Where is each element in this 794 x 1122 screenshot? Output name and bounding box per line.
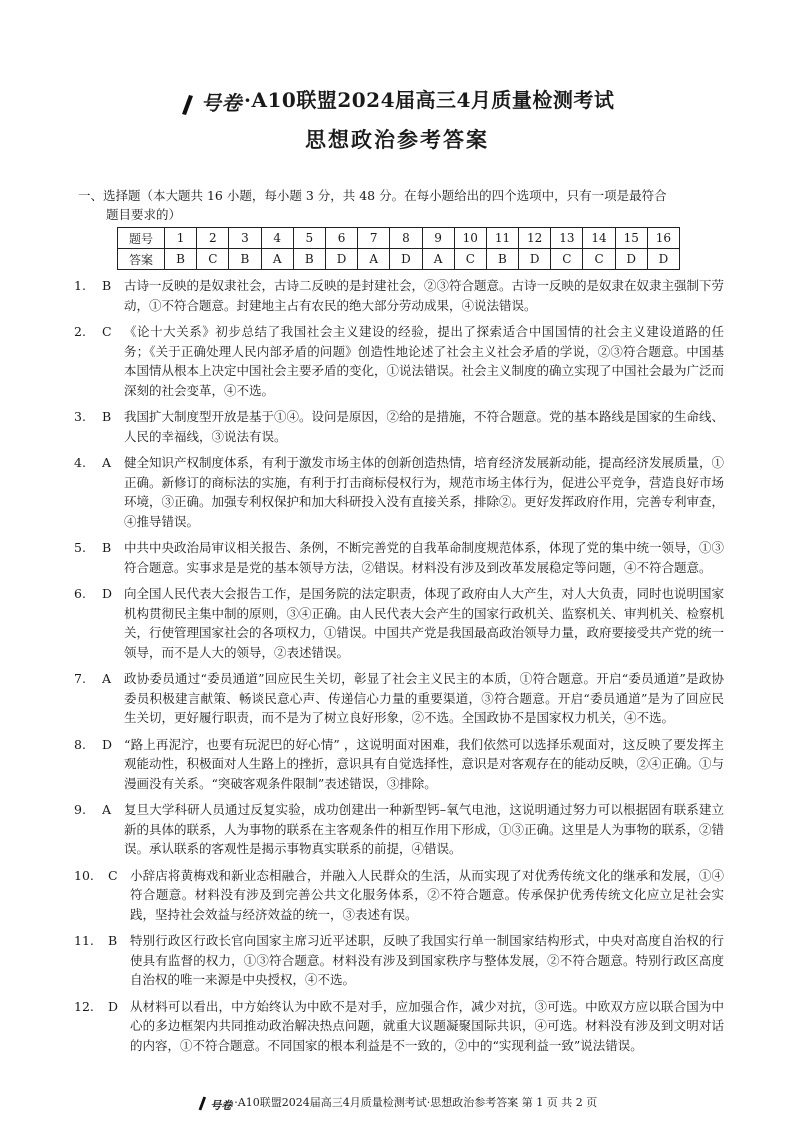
answer-cell: C [583, 249, 615, 270]
explanation-item [74, 669, 724, 728]
question-number-cell: 12 [519, 228, 551, 249]
question-number-cell: 15 [615, 228, 647, 249]
question-number: 5. [74, 540, 86, 555]
explanation-item [74, 453, 724, 531]
question-number-cell: 1 [165, 228, 197, 249]
explanation-text: 从材料可以看出，中方始终认为中欧不是对手，应加强合作，减少对抗，③可选。中欧双方应以联合国为中心的多边框架内共同推动政治解决热点问题，就重大议题凝聚国际共识，④可选。材料没有涉及到文明对话的内容，①不符合题意。不同国家的根本利益是不一致的，②中的“实现利益一致”说法错误。 [130, 998, 724, 1053]
explanation-item [74, 931, 724, 990]
answer-letter: B [102, 278, 112, 293]
answer-cell: B [486, 249, 518, 270]
explanation-text: 小辞店将黄梅戏和新业态相融合，并融入人民群众的生活，从而实现了对优秀传统文化的继承和发展，①④符合题意。材料没有涉及到完善公共文化服务体系，②不符合题意。传承保护优秀传统文化应立足社会实践，坚持社会效益与经济效益的统一，③表述有误。 [130, 867, 724, 922]
row-label-number: 题号 [118, 228, 165, 249]
answer-key-table [117, 227, 680, 270]
explanation-text: 《论十大关系》初步总结了我国社会主义建设的经验，提出了探索适合中国国情的社会主义建设道路的任务；《关于正确处理人民内部矛盾的问题》创造性地论述了社会主义社会矛盾的学说，②③符合题意。中国基本国情从根本上决定中国社会主要矛盾的变化，①说法错误。社会主义制度的确立实现了中国社会最为广泛而深刻的社会变革，④不选。 [124, 324, 725, 398]
answer-cell: D [519, 249, 551, 270]
footer-brand-name: 号卷 [210, 1099, 233, 1112]
page-footer [0, 1094, 794, 1113]
answer-cell: C [454, 249, 486, 270]
answer-cell: B [165, 249, 197, 270]
question-number-cell: 8 [390, 228, 422, 249]
answer-letter: A [102, 455, 112, 470]
explanation-item [74, 584, 724, 662]
question-number: 11. [74, 933, 94, 948]
answer-cell: D [615, 249, 647, 270]
answer-letter: D [108, 998, 119, 1014]
question-number: 2. [74, 324, 86, 339]
section-heading [78, 186, 728, 224]
explanation-text: 古诗一反映的是奴隶社会，古诗二反映的是封建社会，②③符合题意。古诗一反映的是奴隶在奴隶主强制下劳动，①不符合题意。封建地主占有农民的绝大部分劳动成果，④说法错误。 [124, 278, 725, 313]
explanation-text: 中共中央政治局审议相关报告、条例，不断完善党的自我革命制度规范体系，体现了党的集中统一领导，①③符合题意。实事求是是党的基本领导方法，②错误。材料没有涉及到改革发展稳定等问题，④不符合题意。 [124, 540, 725, 575]
answer-letter: B [108, 933, 118, 948]
explanation-item [74, 735, 724, 794]
answer-cell: A [422, 249, 454, 270]
footer-text: ·A10联盟2024届高三4月质量检测考试·思想政治参考答案 第 1 页 共 2 页 [234, 1096, 598, 1109]
answer-cell: D [325, 249, 357, 270]
explanation-item [74, 866, 724, 925]
exam-title: ·A10联盟2024届高三4月质量检测考试 [244, 88, 615, 112]
answer-letter: D [102, 736, 113, 752]
explanation-text: 我国扩大制度型开放是基于①④。设问是原因，②给的是措施，不符合题意。党的基本路线是国家的生命线、人民的幸福线，③说法有误。 [124, 409, 725, 444]
answer-letter: B [102, 409, 112, 424]
brand-logo [180, 87, 242, 116]
question-number-cell: 14 [583, 228, 615, 249]
explanation-text: 向全国人民代表大会报告工作，是国务院的法定职责，体现了政府由人大产生，对人大负责，同时也说明国家机构贯彻民主集中制的原则，③④正确。由人民代表大会产生的国家行政机关、监察机关、审判机关、检察机关，行使管理国家社会的各项权力，①错误。中国共产党是我国最高政治领导力量，政府要接受共产党的统一领导，而不是人大的领导，②表述错误。 [124, 586, 725, 660]
explanation-text: 健全知识产权制度体系，有利于激发市场主体的创新创造热情，培育经济发展新动能，提高经济发展质量，①正确。新修订的商标法的实施，有利于打击商标侵权行为，规范市场主体行为，促进公平竞争，营造良好市场环境，③正确。加强专利权保护和加大科研投入没有直接关系，排除②。更好发挥政府作用，完善专利审查，④推导错误。 [124, 455, 725, 529]
brush-stroke-icon [197, 1096, 207, 1111]
answer-cell: A [261, 249, 293, 270]
question-number: 7. [74, 671, 86, 686]
page-subtitle: 思想政治参考答案 [305, 127, 489, 152]
question-number-cell: 3 [229, 228, 261, 249]
question-number: 6. [74, 586, 86, 601]
section-heading-line1: 一、选择题（本大题共 16 小题，每小题 3 分，共 48 分。在每小题给出的四个选项中，只有一项是最符合 [78, 188, 667, 203]
explanation-item [74, 407, 724, 446]
section-heading-line2: 题目要求的） [106, 207, 182, 222]
question-number: 4. [74, 455, 86, 470]
explanations-list [74, 276, 724, 1062]
answer-letter: D [102, 586, 113, 601]
question-number: 1. [74, 278, 86, 293]
question-number: 12. [74, 998, 94, 1014]
question-number: 10. [74, 867, 94, 883]
question-number-cell: 11 [486, 228, 518, 249]
question-number: 3. [74, 409, 86, 424]
explanation-text: 政协委员通过“委员通道”回应民生关切，彰显了社会主义民主的本质，①符合题意。开启“委员通道”是政协委员积极建言献策、畅谈民意心声、传递信心力量的重要渠道，③符合题意。开启“委员通道”是为了回应民生关切，更好履行职责，而不是为了树立良好形象，②不选。全国政协不是国家权力机关，④不选。 [124, 671, 724, 725]
question-number-cell: 4 [261, 228, 293, 249]
answer-cell: B [293, 249, 325, 270]
explanation-item [74, 800, 724, 859]
explanation-item [74, 322, 724, 400]
question-number-row [118, 228, 680, 249]
brush-stroke-icon [180, 94, 194, 116]
explanation-text: “路上再泥泞，也要有玩泥巴的好心情” ，这说明面对困难，我们依然可以选择乐观面对，这反映了要发挥主观能动性，积极面对人生路上的挫折，意识具有自觉选择性，意识是对客观存在的能动反映，②④正确。①与漫画没有关系。“突破客观条件限制”表述错误，③排除。 [124, 736, 725, 791]
question-number: 8. [74, 736, 86, 752]
answer-letter: C [102, 324, 112, 339]
question-number-cell: 10 [454, 228, 486, 249]
row-label-answer: 答案 [118, 249, 165, 270]
explanation-text: 特别行政区行政长官向国家主席习近平述职，反映了我国实行单一制国家结构形式，中央对高度自治权的行使具有监督的权力，①③符合题意。材料没有涉及到国家秩序与整体发展，②不符合题意。特别行政区高度自治权的唯一来源是中央授权，④不选。 [130, 933, 724, 987]
answer-letter: B [102, 540, 112, 555]
document-title [0, 84, 794, 116]
question-number-cell: 13 [551, 228, 583, 249]
explanation-item [74, 276, 724, 315]
question-number-cell: 16 [647, 228, 679, 249]
answer-cell: D [647, 249, 679, 270]
explanation-item [74, 538, 724, 577]
answer-cell: C [551, 249, 583, 270]
question-number-cell: 2 [197, 228, 229, 249]
explanation-item [74, 997, 724, 1056]
answer-row [118, 249, 680, 270]
answer-letter: A [102, 671, 112, 686]
brand-name: 号卷 [201, 91, 243, 115]
question-number: 9. [74, 802, 86, 817]
question-number-cell: 9 [422, 228, 454, 249]
question-number-cell: 5 [293, 228, 325, 249]
answer-cell: D [390, 249, 422, 270]
question-number-cell: 6 [325, 228, 357, 249]
answer-letter: A [102, 802, 112, 817]
answer-cell: C [197, 249, 229, 270]
answer-cell: A [358, 249, 390, 270]
answer-cell: B [229, 249, 261, 270]
explanation-text: 复旦大学科研人员通过反复实验，成功创建出一种新型钙–氧气电池，这说明通过努力可以根据固有联系建立新的具体的联系，人为事物的联系在主客观条件的相互作用下形成，①③正确。这里是人为事物的联系，②错误。承认联系的客观性是揭示事物真实联系的前提，④错误。 [124, 802, 725, 856]
answer-letter: C [108, 867, 118, 883]
footer-brand-logo [197, 1096, 233, 1113]
question-number-cell: 7 [358, 228, 390, 249]
